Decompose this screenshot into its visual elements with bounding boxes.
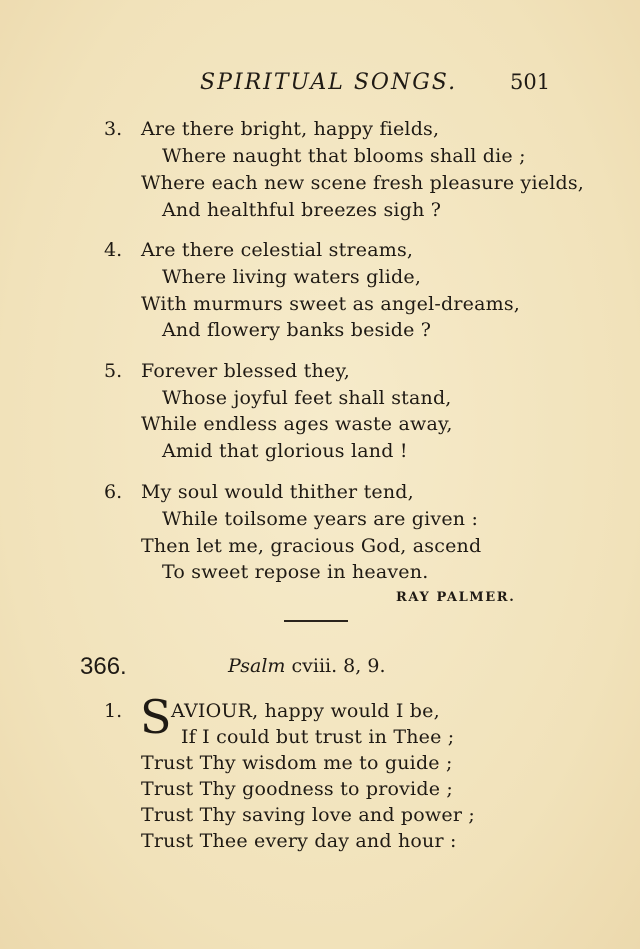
hymn-number: 366. — [80, 653, 127, 680]
psalm-label: Psalm — [228, 655, 286, 677]
psalm-ref: cviii. 8, 9. — [291, 655, 386, 677]
verse-line: My soul would thither tend, — [141, 481, 414, 503]
verse-line: Forever blessed they, — [141, 360, 351, 382]
verse-line: While toilsome years are given : — [162, 508, 479, 530]
verse-line: Trust Thy saving love and power ; — [141, 804, 475, 826]
page-number: 501 — [510, 70, 551, 94]
verse-line: Amid that glorious land ! — [162, 440, 408, 462]
verse-line: And healthful breezes sigh ? — [162, 199, 442, 221]
stanza-number: 4. — [104, 239, 123, 261]
stanza-number: 3. — [104, 118, 123, 140]
drop-cap: S — [140, 690, 172, 744]
verse-line: With murmurs sweet as angel-dreams, — [141, 293, 521, 315]
verse-line: Whose joyful feet shall stand, — [162, 387, 452, 409]
verse-line: Then let me, gracious God, ascend — [141, 535, 482, 557]
verse-line: Where each new scene fresh pleasure yields, — [141, 172, 585, 194]
stanza-number: 6. — [104, 481, 123, 503]
stanza-number: 5. — [104, 360, 123, 382]
verse-line: Are there bright, happy fields, — [141, 118, 440, 140]
stanza-number: 1. — [104, 700, 123, 722]
running-header: SPIRITUAL SONGS. — [200, 70, 458, 95]
author-attribution: RAY PALMER. — [396, 590, 516, 605]
verse-line: Are there celestial streams, — [141, 239, 414, 261]
verse-line: Trust Thy goodness to provide ; — [141, 778, 453, 800]
verse-line: Where living waters glide, — [162, 266, 422, 288]
verse-line: And flowery banks beside ? — [162, 319, 432, 341]
verse-line: AVIOUR, happy would I be, — [171, 700, 440, 722]
verse-line: Trust Thy wisdom me to guide ; — [141, 752, 453, 774]
verse-line: Where naught that blooms shall die ; — [162, 145, 526, 167]
verse-line: To sweet repose in heaven. — [162, 561, 429, 583]
verse-line: Trust Thee every day and hour : — [141, 830, 457, 852]
verse-line: If I could but trust in Thee ; — [181, 726, 455, 748]
verse-line: While endless ages waste away, — [141, 413, 453, 435]
section-divider — [284, 620, 348, 622]
psalm-reference — [228, 655, 385, 677]
